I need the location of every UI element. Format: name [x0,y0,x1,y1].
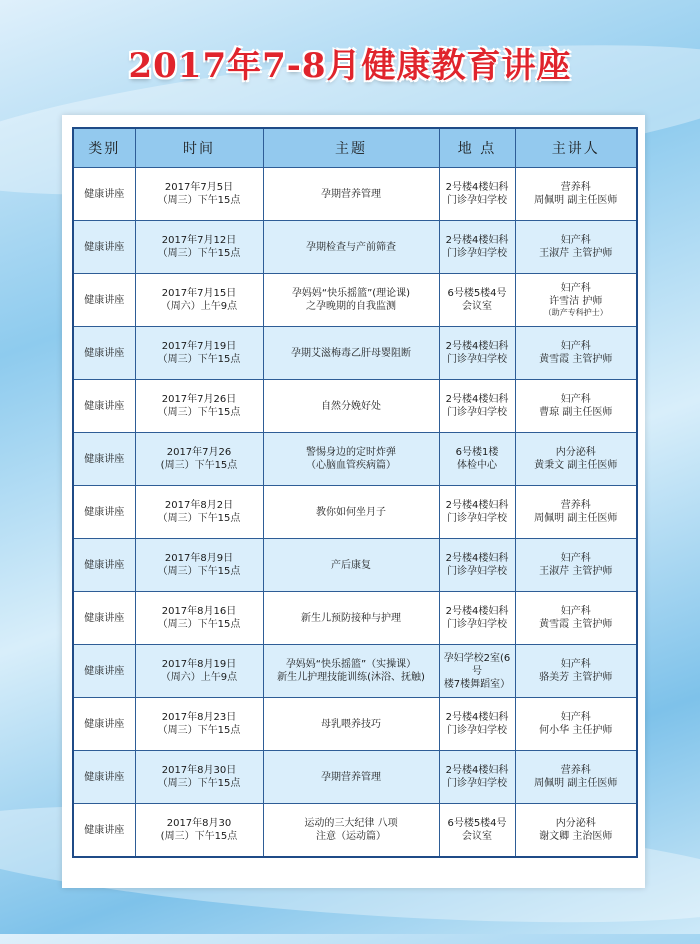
table-row [73,327,637,380]
location-line: 会议室 [462,301,492,312]
time-line: 2017年7月15日 [161,288,237,299]
topic-cell [263,698,439,751]
speaker-line: 内分泌科 [555,447,596,458]
location-line: 2号楼4楼妇科 [445,712,509,723]
time-line: （周三）下午15点 [157,513,241,524]
time-line: （周六）上午9点 [160,672,238,683]
location-line: 孕妇学校2室(6号 [443,652,511,677]
location-cell [439,698,515,751]
time-line: （周六）上午9点 [160,301,238,312]
time-line: (周三）下午15点 [160,460,238,471]
speaker-line: 曹琼 副主任医师 [539,407,613,418]
category-cell: 健康讲座 [73,592,135,645]
speaker-line: 妇产科 [560,283,591,294]
topic-line: 注意（运动篇） [316,831,386,842]
time-line: （周三）下午15点 [157,778,241,789]
speaker-line: 黄雪霞 主管护师 [539,619,613,630]
location-line: 2号楼4楼妇科 [445,235,509,246]
time-cell [135,221,263,274]
location-line: 门诊孕妇学校 [447,513,507,524]
location-line: 门诊孕妇学校 [447,248,507,259]
time-line: 2017年8月30日 [161,765,237,776]
speaker-line: 黄雪霞 主管护师 [539,354,613,365]
topic-line: 之孕晚期的自我监测 [306,301,396,312]
speaker-cell [515,486,637,539]
time-cell [135,380,263,433]
speaker-line: 谢文卿 主治医师 [539,831,613,842]
time-line: 2017年7月26日 [161,394,237,405]
table-row [73,698,637,751]
speaker-line: 王淑芹 主管护师 [539,566,613,577]
category-cell: 健康讲座 [73,751,135,804]
time-line: (周三）下午15点 [160,831,238,842]
location-cell [439,168,515,221]
speaker-line: 妇产科 [560,394,591,405]
speaker-cell [515,539,637,592]
speaker-line: 骆美芳 主管护师 [539,672,613,683]
category-cell: 健康讲座 [73,274,135,327]
topic-line: 孕期检查与产前筛查 [306,241,396,253]
time-line: 2017年7月5日 [164,182,234,193]
location-line: 2号楼4楼妇科 [445,182,509,193]
speaker-line: 营养科 [560,765,591,776]
speaker-line: 妇产科 [560,553,591,564]
topic-cell [263,645,439,698]
location-line: 门诊孕妇学校 [447,354,507,365]
time-line: 2017年8月16日 [161,606,237,617]
location-line: 2号楼4楼妇科 [445,765,509,776]
topic-line: 自然分娩好处 [321,400,381,412]
location-line: 2号楼4楼妇科 [445,394,509,405]
location-line: 2号楼4楼妇科 [445,553,509,564]
header-location: 地 点 [439,128,515,168]
location-line: 2号楼4楼妇科 [445,500,509,511]
location-cell [439,221,515,274]
location-cell [439,539,515,592]
speaker-cell [515,168,637,221]
location-cell [439,751,515,804]
time-line: （周三）下午15点 [157,566,241,577]
location-cell [439,327,515,380]
category-cell: 健康讲座 [73,486,135,539]
location-cell [439,592,515,645]
topic-cell [263,274,439,327]
table-row [73,645,637,698]
time-cell [135,327,263,380]
speaker-line: 王淑芹 主管护师 [539,248,613,259]
speaker-line: 周佩明 副主任医师 [534,195,618,206]
location-line: 6号楼5楼4号 [447,818,507,829]
speaker-line: 妇产科 [560,712,591,723]
time-line: 2017年8月19日 [161,659,237,670]
time-cell [135,539,263,592]
speaker-line: 妇产科 [560,606,591,617]
topic-cell [263,592,439,645]
location-line: 2号楼4楼妇科 [445,606,509,617]
table-row [73,751,637,804]
location-line: 6号楼1楼 [455,447,499,458]
speaker-line: 内分泌科 [555,818,596,829]
topic-cell [263,433,439,486]
topic-line: 母乳喂养技巧 [321,718,381,730]
location-cell [439,804,515,858]
speaker-line: 周佩明 副主任医师 [534,513,618,524]
topic-cell [263,539,439,592]
category-cell: 健康讲座 [73,539,135,592]
location-cell [439,274,515,327]
topic-cell [263,804,439,858]
speaker-note: （助产专科护士） [543,308,608,317]
time-line: 2017年7月12日 [161,235,237,246]
topic-line: 孕期营养管理 [321,188,381,200]
time-line: 2017年8月9日 [164,553,234,564]
location-line: 会议室 [462,831,492,842]
topic-line: 孕期营养管理 [321,771,381,783]
time-line: （周三）下午15点 [157,619,241,630]
topic-cell [263,168,439,221]
topic-cell [263,380,439,433]
location-line: 6号楼5楼4号 [447,288,507,299]
location-line: 门诊孕妇学校 [447,778,507,789]
category-cell: 健康讲座 [73,433,135,486]
speaker-cell [515,645,637,698]
lecture-schedule-table [72,127,638,858]
time-cell [135,592,263,645]
topic-line: （心脑血管疾病篇） [306,460,396,471]
category-cell: 健康讲座 [73,380,135,433]
speaker-cell [515,698,637,751]
speaker-line: 妇产科 [560,659,591,670]
speaker-line: 黄秉文 副主任医师 [534,460,618,471]
location-cell [439,380,515,433]
speaker-cell [515,592,637,645]
location-line: 门诊孕妇学校 [447,566,507,577]
schedule-panel [62,115,645,888]
header-time: 时间 [135,128,263,168]
topic-line: 教你如何坐月子 [316,506,386,518]
table-row [73,486,637,539]
location-line: 门诊孕妇学校 [447,725,507,736]
time-line: （周三）下午15点 [157,725,241,736]
speaker-cell [515,433,637,486]
category-cell: 健康讲座 [73,327,135,380]
topic-line: 警惕身边的定时炸弹 [306,447,396,458]
table-row [73,380,637,433]
time-cell [135,698,263,751]
topic-line: 孕妈妈“快乐摇篮”(理论课) [291,288,411,299]
time-cell [135,168,263,221]
speaker-line: 何小华 主任护师 [539,725,613,736]
category-cell: 健康讲座 [73,221,135,274]
topic-cell [263,327,439,380]
time-line: （周三）下午15点 [157,195,241,206]
time-cell [135,433,263,486]
topic-line: 运动的三大纪律 八项 [304,818,398,829]
time-cell [135,645,263,698]
time-line: 2017年8月2日 [164,500,234,511]
topic-line: 孕期艾滋梅毒乙肝母婴阻断 [291,347,411,359]
speaker-cell [515,380,637,433]
topic-line: 新生儿预防接种与护理 [301,612,401,624]
location-line: 门诊孕妇学校 [447,195,507,206]
speaker-cell [515,751,637,804]
location-line: 体检中心 [457,460,497,471]
time-line: （周三）下午15点 [157,354,241,365]
speaker-line: 妇产科 [560,341,591,352]
table-body [73,168,637,858]
speaker-cell [515,274,637,327]
time-line: （周三）下午15点 [157,407,241,418]
category-cell: 健康讲座 [73,698,135,751]
location-cell [439,486,515,539]
time-cell [135,751,263,804]
location-line: 楼7楼舞蹈室） [443,678,511,690]
location-cell [439,645,515,698]
speaker-line: 许雪洁 护师 [549,296,603,307]
category-cell: 健康讲座 [73,804,135,858]
table-row [73,274,637,327]
header-category: 类别 [73,128,135,168]
speaker-cell [515,327,637,380]
time-line: 2017年7月26 [166,447,232,458]
topic-line: 产后康复 [331,559,371,571]
time-line: （周三）下午15点 [157,248,241,259]
location-line: 门诊孕妇学校 [447,407,507,418]
table-row [73,539,637,592]
table-row [73,433,637,486]
poster-title: 2017年7-8月健康教育讲座 [128,46,572,86]
speaker-line: 营养科 [560,182,591,193]
table-row [73,804,637,858]
time-line: 2017年8月30 [166,818,232,829]
speaker-line: 周佩明 副主任医师 [534,778,618,789]
header-topic: 主题 [263,128,439,168]
category-cell: 健康讲座 [73,168,135,221]
time-cell [135,486,263,539]
location-line: 门诊孕妇学校 [447,619,507,630]
topic-line: 新生儿护理技能训练(沐浴、抚触) [277,672,425,683]
speaker-cell [515,221,637,274]
header-speaker: 主讲人 [515,128,637,168]
table-row [73,168,637,221]
location-line: 2号楼4楼妇科 [445,341,509,352]
topic-cell [263,221,439,274]
topic-line: 孕妈妈“快乐摇篮”（实操课） [285,659,417,670]
topic-cell [263,486,439,539]
time-line: 2017年7月19日 [161,341,237,352]
time-cell [135,274,263,327]
speaker-cell [515,804,637,858]
category-cell: 健康讲座 [73,645,135,698]
table-row [73,221,637,274]
time-cell [135,804,263,858]
location-cell [439,433,515,486]
topic-cell [263,751,439,804]
table-header-row [73,128,637,168]
speaker-line: 营养科 [560,500,591,511]
time-line: 2017年8月23日 [161,712,237,723]
table-row [73,592,637,645]
speaker-line: 妇产科 [560,235,591,246]
